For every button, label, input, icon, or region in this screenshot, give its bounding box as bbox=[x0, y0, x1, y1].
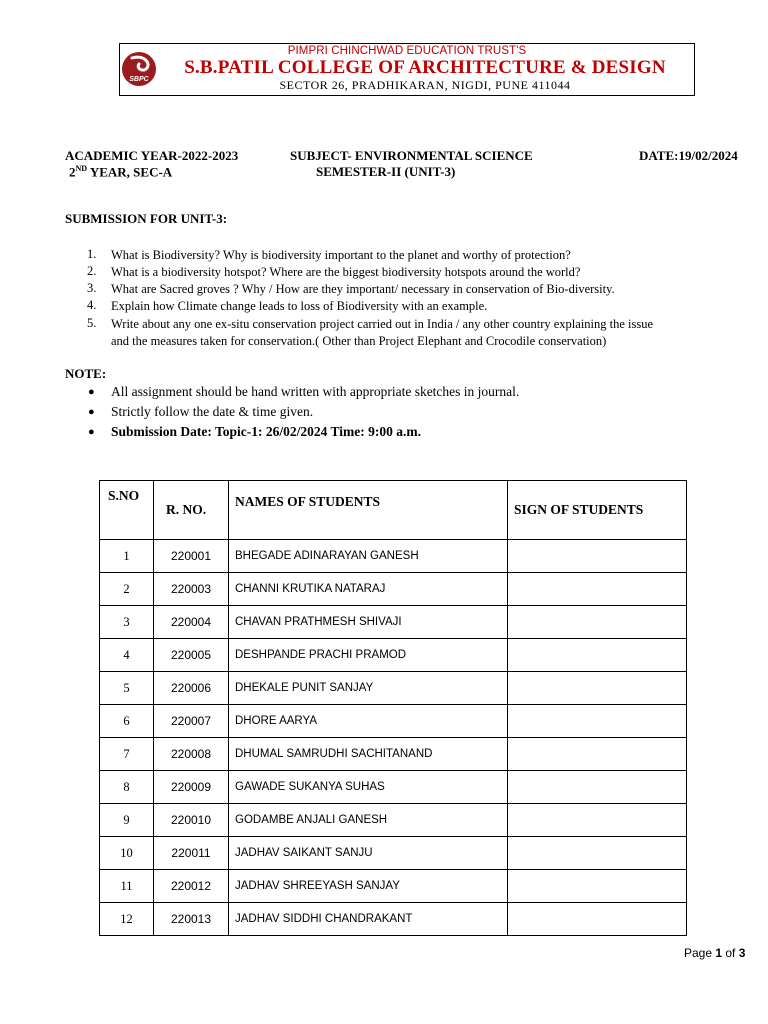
cell-sign[interactable] bbox=[508, 804, 687, 837]
question-item bbox=[87, 316, 747, 350]
cell-name: DHUMAL SAMRUDHI SACHITANAND bbox=[229, 738, 508, 771]
year-rest: YEAR, SEC-A bbox=[87, 164, 173, 180]
page-footer bbox=[684, 946, 745, 960]
semester: SEMESTER-II (UNIT-3) bbox=[316, 164, 456, 179]
cell-roll: 220004 bbox=[154, 606, 229, 639]
question-text: What are Sacred groves ? Why / How are they important/ necessary in conservation of Bio-diversity. bbox=[111, 282, 615, 296]
table-row bbox=[100, 804, 687, 837]
question-item bbox=[87, 298, 747, 315]
college-address: SECTOR 26, PRADHIKARAN, NIGDI, PUNE 411044 bbox=[279, 78, 571, 92]
cell-sno: 2 bbox=[100, 573, 154, 606]
table-row bbox=[100, 870, 687, 903]
header-sno: S.NO bbox=[100, 481, 154, 540]
cell-name: DESHPANDE PRACHI PRAMOD bbox=[229, 639, 508, 672]
note-item bbox=[88, 423, 519, 443]
page-total: 3 bbox=[738, 946, 746, 960]
cell-sno: 11 bbox=[100, 870, 154, 903]
note-item bbox=[88, 383, 519, 403]
cell-sign[interactable] bbox=[508, 837, 687, 870]
bullet-icon: ● bbox=[88, 386, 95, 398]
cell-sign[interactable] bbox=[508, 903, 687, 936]
cell-sno: 4 bbox=[100, 639, 154, 672]
page-number: 1 bbox=[715, 946, 723, 960]
cell-sign[interactable] bbox=[508, 540, 687, 573]
cell-roll: 220005 bbox=[154, 639, 229, 672]
question-text: Explain how Climate change leads to loss of Biodiversity with an example. bbox=[111, 299, 488, 313]
table-body bbox=[100, 540, 687, 936]
cell-name: JADHAV SIDDHI CHANDRAKANT bbox=[229, 903, 508, 936]
table-row bbox=[100, 771, 687, 804]
cell-sno: 6 bbox=[100, 705, 154, 738]
cell-name: GAWADE SUKANYA SUHAS bbox=[229, 771, 508, 804]
cell-roll: 220001 bbox=[154, 540, 229, 573]
cell-name: GODAMBE ANJALI GANESH bbox=[229, 804, 508, 837]
of-label: of bbox=[722, 946, 739, 960]
cell-sno: 7 bbox=[100, 738, 154, 771]
cell-sign[interactable] bbox=[508, 606, 687, 639]
cell-roll: 220011 bbox=[154, 837, 229, 870]
cell-sno: 3 bbox=[100, 606, 154, 639]
logo-text: SBPC bbox=[129, 76, 149, 83]
table-row bbox=[100, 837, 687, 870]
note-item bbox=[88, 403, 519, 423]
question-text: What is a biodiversity hotspot? Where are the biggest biodiversity hotspots around the world? bbox=[111, 265, 581, 279]
table-header-row bbox=[100, 481, 687, 540]
date: DATE:19/02/2024 bbox=[639, 148, 738, 163]
cell-name: DHEKALE PUNIT SANJAY bbox=[229, 672, 508, 705]
trust-name: PIMPRI CHINCHWAD EDUCATION TRUST'S bbox=[287, 45, 527, 57]
note-title: NOTE: bbox=[65, 366, 107, 381]
question-number: 4. bbox=[87, 298, 97, 312]
cell-roll: 220008 bbox=[154, 738, 229, 771]
cell-sno: 8 bbox=[100, 771, 154, 804]
college-header bbox=[119, 43, 695, 96]
note-text: Strictly follow the date & time given. bbox=[111, 404, 314, 419]
submission-title: SUBMISSION FOR UNIT-3: bbox=[65, 211, 228, 226]
question-text: and the measures taken for conservation.( Other than Project Elephant and Crocodile conservation) bbox=[111, 334, 607, 348]
year-section bbox=[69, 164, 172, 180]
cell-name: DHORE AARYA bbox=[229, 705, 508, 738]
note-text: All assignment should be hand written with appropriate sketches in journal. bbox=[111, 384, 520, 399]
cell-roll: 220006 bbox=[154, 672, 229, 705]
header-sign: SIGN OF STUDENTS bbox=[508, 481, 687, 540]
question-text: Write about any one ex-situ conservation project carried out in India / any other country explaining the issue bbox=[111, 317, 654, 331]
cell-sign[interactable] bbox=[508, 639, 687, 672]
cell-roll: 220009 bbox=[154, 771, 229, 804]
question-number: 2. bbox=[87, 264, 97, 278]
question-number: 5. bbox=[87, 316, 97, 330]
question-item bbox=[87, 264, 747, 281]
cell-sign[interactable] bbox=[508, 870, 687, 903]
question-number: 1. bbox=[87, 247, 97, 261]
year-suffix: ND bbox=[75, 164, 88, 173]
cell-sno: 10 bbox=[100, 837, 154, 870]
table-row bbox=[100, 573, 687, 606]
cell-sno: 1 bbox=[100, 540, 154, 573]
cell-roll: 220012 bbox=[154, 870, 229, 903]
table-row bbox=[100, 705, 687, 738]
cell-sign[interactable] bbox=[508, 705, 687, 738]
college-logo bbox=[122, 52, 156, 86]
cell-sign[interactable] bbox=[508, 771, 687, 804]
bullet-icon: ● bbox=[88, 426, 95, 438]
table-row bbox=[100, 903, 687, 936]
student-table bbox=[99, 480, 687, 936]
table-row bbox=[100, 606, 687, 639]
cell-sign[interactable] bbox=[508, 573, 687, 606]
cell-name: JADHAV SAIKANT SANJU bbox=[229, 837, 508, 870]
cell-sno: 9 bbox=[100, 804, 154, 837]
table-row bbox=[100, 540, 687, 573]
cell-sno: 5 bbox=[100, 672, 154, 705]
question-item bbox=[87, 247, 747, 264]
academic-year: ACADEMIC YEAR-2022-2023 bbox=[65, 148, 239, 163]
cell-name: JADHAV SHREEYASH SANJAY bbox=[229, 870, 508, 903]
header-roll: R. NO. bbox=[154, 481, 229, 540]
question-item bbox=[87, 281, 747, 298]
cell-roll: 220007 bbox=[154, 705, 229, 738]
page-label: Page bbox=[684, 946, 716, 960]
cell-name: CHANNI KRUTIKA NATARAJ bbox=[229, 573, 508, 606]
cell-roll: 220003 bbox=[154, 573, 229, 606]
cell-name: BHEGADE ADINARAYAN GANESH bbox=[229, 540, 508, 573]
table-row bbox=[100, 639, 687, 672]
table-row bbox=[100, 672, 687, 705]
question-number: 3. bbox=[87, 281, 97, 295]
note-list bbox=[88, 383, 519, 443]
cell-sno: 12 bbox=[100, 903, 154, 936]
cell-sign[interactable] bbox=[508, 738, 687, 771]
subject: SUBJECT- ENVIRONMENTAL SCIENCE bbox=[290, 148, 533, 163]
header-name: NAMES OF STUDENTS bbox=[229, 481, 508, 540]
year-number: 2 bbox=[69, 164, 76, 180]
question-text: What is Biodiversity? Why is biodiversity important to the planet and worthy of protection? bbox=[111, 248, 571, 262]
cell-roll: 220010 bbox=[154, 804, 229, 837]
cell-sign[interactable] bbox=[508, 672, 687, 705]
note-text: Submission Date: Topic-1: 26/02/2024 Time: 9:00 a.m. bbox=[111, 424, 422, 439]
question-list bbox=[87, 247, 747, 350]
cell-name: CHAVAN PRATHMESH SHIVAJI bbox=[229, 606, 508, 639]
bullet-icon: ● bbox=[88, 406, 95, 418]
cell-roll: 220013 bbox=[154, 903, 229, 936]
table-row bbox=[100, 738, 687, 771]
college-name: S.B.PATIL COLLEGE OF ARCHITECTURE & DESIGN bbox=[184, 57, 666, 78]
